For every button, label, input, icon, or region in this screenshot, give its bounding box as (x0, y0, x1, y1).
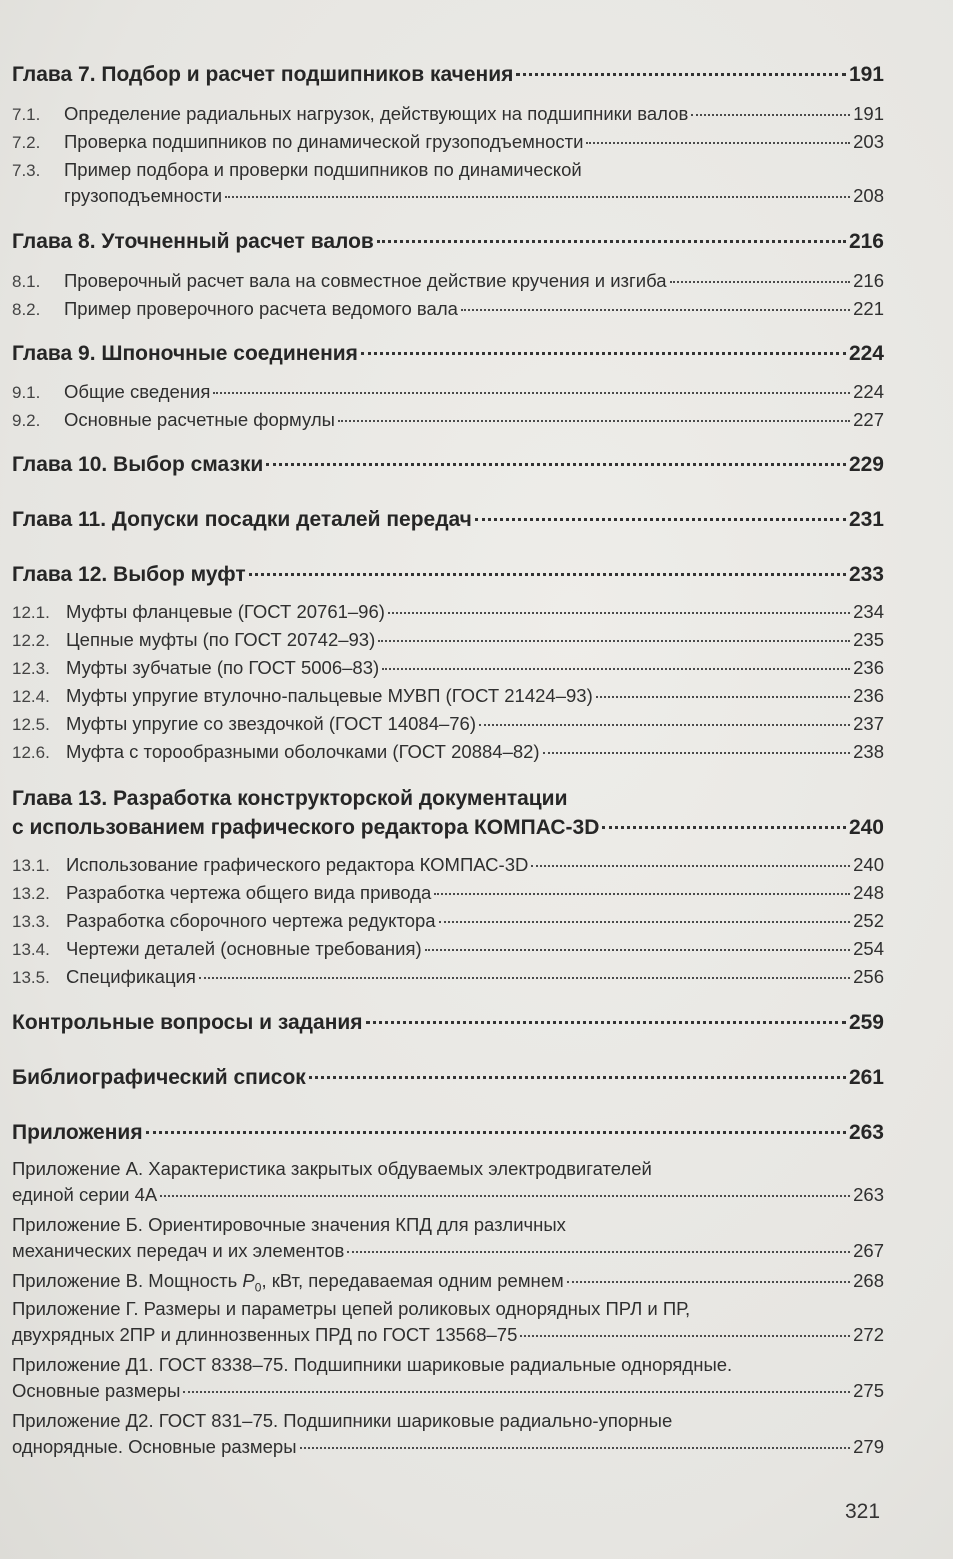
page-number: 237 (853, 713, 884, 734)
section-number: 7.1. (12, 105, 41, 124)
page-number: 275 (853, 1380, 884, 1401)
toc-section-12-4[interactable] (12, 685, 884, 707)
section-number: 9.2. (12, 411, 41, 430)
toc-chapter-12[interactable] (12, 563, 884, 587)
page-number: 254 (853, 938, 884, 959)
chapter-title: Глава 10. Выбор смазки (12, 453, 264, 476)
toc-section-7-1[interactable] (12, 103, 884, 125)
toc-chapter-10[interactable] (12, 453, 884, 477)
section-title: Цепные муфты (по ГОСТ 20742–93) (66, 629, 376, 650)
dot-leader (439, 921, 851, 923)
appendix-title-prefix: Приложение В. Мощность (12, 1270, 243, 1291)
page-number: 216 (853, 270, 884, 291)
page-number: 272 (853, 1324, 884, 1345)
appendix-title-line-1: Приложение А. Характеристика закрытых обдуваемых электродвигателей (12, 1158, 652, 1179)
toc-section-12-6[interactable] (12, 741, 884, 763)
power-symbol: P (242, 1270, 255, 1291)
appendix-title-line-2: двухрядных 2ПР и длиннозвенных ПРД по ГОСТ 13568–75 (12, 1324, 518, 1345)
page-number: 236 (853, 685, 884, 706)
dot-leader (377, 240, 846, 243)
section-title-line-1: Пример подбора и проверки подшипников по динамической (64, 159, 582, 180)
section-title: Определение радиальных нагрузок, действующих на подшипники валов (64, 103, 689, 124)
dot-leader (146, 1131, 846, 1134)
appendix-title-line-2: механических передач и их элементов (12, 1240, 345, 1261)
dot-leader (670, 281, 851, 283)
page-number: 279 (853, 1436, 884, 1457)
section-title: Проверка подшипников по динамической грузоподъемности (64, 131, 584, 152)
section-title: Муфта с торообразными оболочками (ГОСТ 20884–82) (66, 741, 540, 762)
section-title: Муфты фланцевые (ГОСТ 20761–96) (66, 601, 385, 622)
dot-leader (388, 612, 850, 614)
chapter-title: Глава 12. Выбор муфт (12, 563, 246, 586)
section-number: 9.1. (12, 383, 41, 402)
section-title: Разработка чертежа общего вида привода (66, 882, 432, 903)
dot-leader (479, 724, 850, 726)
toc-appendices[interactable] (12, 1121, 884, 1145)
toc-chapter-13[interactable] (12, 787, 884, 840)
section-title: Основные расчетные формулы (64, 409, 335, 430)
section-number: 13.5. (12, 968, 50, 987)
section-title: Пример проверочного расчета ведомого вала (64, 298, 458, 319)
section-number: 12.5. (12, 715, 50, 734)
dot-leader (338, 420, 850, 422)
section-number: 13.3. (12, 912, 50, 931)
dot-leader (475, 518, 846, 521)
section-title: Чертежи деталей (основные требования) (66, 938, 422, 959)
section-number: 13.2. (12, 884, 50, 903)
page-number: 208 (853, 185, 884, 206)
dot-leader (434, 893, 850, 895)
section-number: 7.3. (12, 161, 41, 180)
page-number: 233 (848, 563, 884, 586)
page-number: 227 (853, 409, 884, 430)
toc-chapter-9[interactable] (12, 342, 884, 366)
appendix-title (12, 1270, 564, 1295)
chapter-title: Глава 11. Допуски посадки деталей передач (12, 508, 472, 531)
page-number: 236 (853, 657, 884, 678)
toc-section-12-5[interactable] (12, 713, 884, 735)
toc-section-12-1[interactable] (12, 601, 884, 623)
dot-leader (586, 142, 850, 144)
power-subscript: 0 (254, 1280, 262, 1295)
toc-section-9-1[interactable] (12, 381, 884, 403)
toc-appendix-d1[interactable] (12, 1354, 884, 1402)
dot-leader (199, 977, 850, 979)
appendix-title-line-1: Приложение Б. Ориентировочные значения КПД для различных (12, 1214, 566, 1235)
page-number: 261 (848, 1066, 884, 1089)
toc-section-13-4[interactable] (12, 938, 884, 960)
page-number: 263 (853, 1184, 884, 1205)
toc-bibliography[interactable] (12, 1066, 884, 1090)
page-number: 229 (848, 453, 884, 476)
section-title: Муфты упругие со звездочкой (ГОСТ 14084–76) (66, 713, 477, 734)
page-folio-number: 321 (845, 1500, 881, 1523)
dot-leader (300, 1447, 851, 1449)
toc-section-9-2[interactable] (12, 409, 884, 431)
page-number: 248 (853, 882, 884, 903)
page-number: 224 (848, 342, 884, 365)
page-number: 221 (853, 298, 884, 319)
dot-leader (266, 463, 846, 466)
dot-leader (361, 352, 846, 355)
toc-section-13-2[interactable] (12, 882, 884, 904)
chapter-title: Глава 7. Подбор и расчет подшипников качения (12, 63, 514, 86)
toc-appendix-g[interactable] (12, 1298, 884, 1346)
page-number: 240 (848, 816, 884, 839)
section-number: 12.6. (12, 743, 50, 762)
toc-appendix-a[interactable] (12, 1158, 884, 1206)
page-number: 263 (848, 1121, 884, 1144)
section-title: Спецификация (66, 966, 196, 987)
dot-leader (516, 73, 846, 76)
toc-section-8-2[interactable] (12, 298, 884, 320)
dot-leader (425, 949, 851, 951)
section-title: Проверочный расчет вала на совместное действие кручения и изгиба (64, 270, 667, 291)
toc-section-13-3[interactable] (12, 910, 884, 932)
toc-section-13-5[interactable] (12, 966, 884, 988)
section-number: 13.1. (12, 856, 50, 875)
chapter-title-line-2: с использованием графического редактора КОМПАС-3D (12, 816, 600, 839)
appendix-title-line-1: Приложение Д1. ГОСТ 8338–75. Подшипники шариковые радиальные однорядные. (12, 1354, 733, 1375)
dot-leader (225, 196, 850, 198)
appendix-title-line-2: Основные размеры (12, 1380, 181, 1401)
section-title: Использование графического редактора КОМПАС-3D (66, 854, 529, 875)
chapter-title: Глава 8. Уточненный расчет валов (12, 230, 374, 253)
page-number: 235 (853, 629, 884, 650)
appendix-title-line-1: Приложение Г. Размеры и параметры цепей роликовых однорядных ПРЛ и ПР, (12, 1298, 691, 1319)
section-number: 12.4. (12, 687, 50, 706)
dot-leader (366, 1021, 846, 1024)
chapter-title: Приложения (12, 1121, 143, 1144)
dot-leader (382, 668, 850, 670)
toc-section-7-2[interactable] (12, 131, 884, 153)
chapter-title-line-1: Глава 13. Разработка конструкторской документации (12, 787, 568, 810)
appendix-title-suffix: , кВт, передаваемая одним ремнем (261, 1270, 564, 1291)
dot-leader (213, 392, 850, 394)
page-number: 234 (853, 601, 884, 622)
toc-section-8-1[interactable] (12, 270, 884, 292)
dot-leader (596, 696, 850, 698)
toc-section-12-2[interactable] (12, 629, 884, 651)
appendix-title-line-2: единой серии 4А (12, 1184, 158, 1205)
chapter-title: Глава 9. Шпоночные соединения (12, 342, 358, 365)
page-number: 191 (848, 63, 884, 86)
chapter-title: Контрольные вопросы и задания (12, 1011, 363, 1034)
section-title: Муфты упругие втулочно-пальцевые МУВП (ГОСТ 21424–93) (66, 685, 593, 706)
page-number: 256 (853, 966, 884, 987)
toc-section-12-3[interactable] (12, 657, 884, 679)
section-number: 12.1. (12, 603, 50, 622)
section-number: 7.2. (12, 133, 41, 152)
section-number: 12.3. (12, 659, 50, 678)
toc-questions[interactable] (12, 1011, 884, 1035)
dot-leader (160, 1195, 850, 1197)
dot-leader (249, 573, 846, 576)
section-title: Общие сведения (64, 381, 211, 402)
page-number: 267 (853, 1240, 884, 1261)
dot-leader (531, 865, 850, 867)
dot-leader (461, 309, 850, 311)
dot-leader (602, 826, 846, 829)
dot-leader (347, 1251, 850, 1253)
page-number: 216 (848, 230, 884, 253)
toc-chapter-7[interactable] (12, 63, 884, 87)
dot-leader (567, 1281, 850, 1283)
page-number: 259 (848, 1011, 884, 1034)
toc-chapter-11[interactable] (12, 508, 884, 532)
toc-section-7-3[interactable] (12, 159, 884, 207)
section-title: Муфты зубчатые (по ГОСТ 5006–83) (66, 657, 380, 678)
section-number: 12.2. (12, 631, 50, 650)
page-number: 240 (853, 854, 884, 875)
page-number: 252 (853, 910, 884, 931)
toc-appendix-d2[interactable] (12, 1410, 884, 1458)
dot-leader (520, 1335, 850, 1337)
appendix-title-line-1: Приложение Д2. ГОСТ 831–75. Подшипники шариковые радиально-упорные (12, 1410, 673, 1431)
section-title-line-2: грузоподъемности (64, 185, 223, 206)
page-number: 238 (853, 741, 884, 762)
page-number: 191 (853, 103, 884, 124)
dot-leader (691, 114, 850, 116)
toc-section-13-1[interactable] (12, 854, 884, 876)
section-title: Разработка сборочного чертежа редуктора (66, 910, 436, 931)
page-number: 268 (853, 1270, 884, 1291)
section-number: 8.2. (12, 300, 41, 319)
dot-leader (378, 640, 850, 642)
dot-leader (183, 1391, 850, 1393)
section-number: 13.4. (12, 940, 50, 959)
dot-leader (543, 752, 851, 754)
toc-chapter-8[interactable] (12, 230, 884, 254)
toc-appendix-v[interactable] (12, 1270, 884, 1295)
dot-leader (309, 1076, 846, 1079)
toc-appendix-b[interactable] (12, 1214, 884, 1262)
section-number: 8.1. (12, 272, 41, 291)
page-number: 203 (853, 131, 884, 152)
page-number: 224 (853, 381, 884, 402)
appendix-title-line-2: однорядные. Основные размеры (12, 1436, 297, 1457)
page-number: 231 (848, 508, 884, 531)
chapter-title: Библиографический список (12, 1066, 306, 1089)
